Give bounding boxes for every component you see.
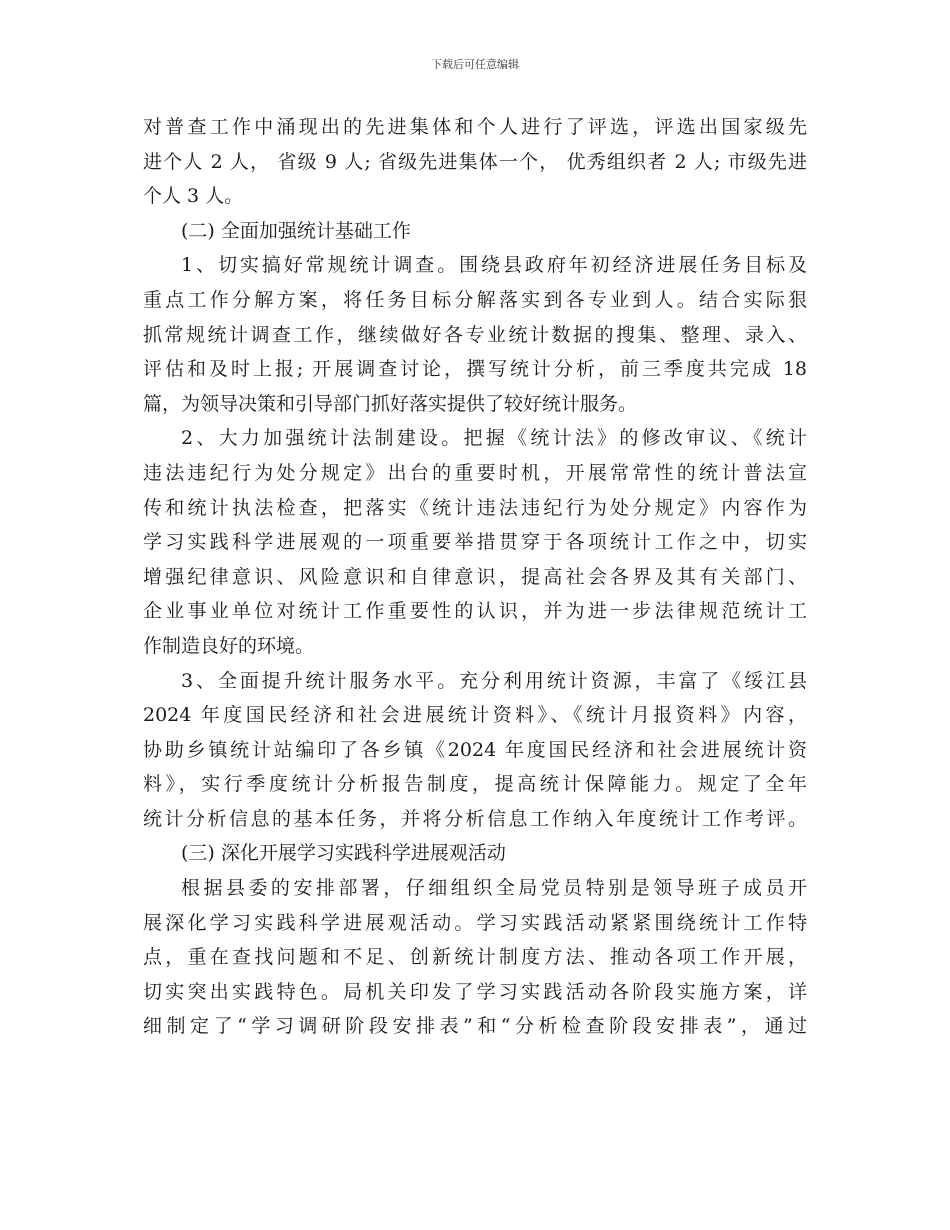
text-line: (三) 深化开展学习实践科学进展观活动 [181, 842, 506, 865]
text-line: 协助乡镇统计站编印了各乡镇《2024 年度国民经济和社会进展统计资 [143, 738, 807, 761]
text-line: 重点工作分解方案，将任务目标分解落实到各专业到人。结合实际狠 [143, 288, 807, 311]
text-line: 增强纪律意识、风险意识和自律意识，提高社会各界及其有关部门、 [143, 565, 807, 588]
text-line: 篇，为领导决策和引导部门抓好落实提供了较好统计服务。 [143, 392, 638, 415]
page-header: 下载后可任意编辑 [431, 58, 519, 71]
text-line: 传和统计执法检查，把落实《统计违法违纪行为处分规定》内容作为 [143, 496, 807, 519]
text-line: 统计分析信息的基本任务，并将分析信息工作纳入年度统计工作考评。 [143, 807, 807, 830]
document-body [143, 110, 807, 1044]
text-line: 料》，实行季度统计分析报告制度，提高统计保障能力。规定了全年 [143, 773, 807, 796]
text-line: 企业事业单位对统计工作重要性的认识，并为进一步法律规范统计工 [143, 600, 807, 623]
text-line: 学习实践科学进展观的一项重要举措贯穿于各项统计工作之中，切实 [143, 531, 807, 554]
text-line: 2、大力加强统计法制建设。把握《统计法》的修改审议、《统计 [181, 427, 807, 450]
text-line: 根据县委的安排部署，仔细组织全局党员特别是领导班子成员开 [181, 877, 807, 900]
text-line: 抓常规统计调查工作，继续做好各专业统计数据的搜集、整理、录入、 [143, 323, 807, 346]
text-line: 对普查工作中涌现出的先进集体和个人进行了评选，评选出国家级先 [143, 116, 807, 138]
text-line: 2024 年度国民经济和社会进展统计资料》、《统计月报资料》内容， [143, 704, 807, 727]
text-line: (二) 全面加强统计基础工作 [181, 219, 411, 242]
text-line: 1、切实搞好常规统计调查。围绕县政府年初经济进展任务目标及 [181, 254, 807, 277]
text-line: 进个人 2 人， 省级 9 人; 省级先进集体一个， 优秀组织者 2 人; 市级先进 [143, 150, 807, 173]
text-line: 细制定了“学习调研阶段安排表”和“分析检查阶段安排表”，通过 [143, 1015, 807, 1038]
text-line: 3、全面提升统计服务水平。充分利用统计资源，丰富了《绥江县 [181, 669, 807, 692]
text-line: 切实突出实践特色。局机关印发了学习实践活动各阶段实施方案，详 [143, 980, 807, 1003]
text-line: 评估和及时上报; 开展调查讨论，撰写统计分析，前三季度共完成 18 [143, 358, 807, 381]
text-line: 作制造良好的环境。 [143, 634, 315, 657]
text-line: 点，重在查找问题和不足、创新统计制度方法、推动各项工作开展， [143, 946, 807, 969]
text-line: 个人 3 人。 [143, 185, 244, 208]
text-line: 违法违纪行为处分规定》出台的重要时机，开展常常性的统计普法宣 [143, 461, 807, 484]
text-line: 展深化学习实践科学进展观活动。学习实践活动紧紧围绕统计工作特 [143, 911, 807, 934]
